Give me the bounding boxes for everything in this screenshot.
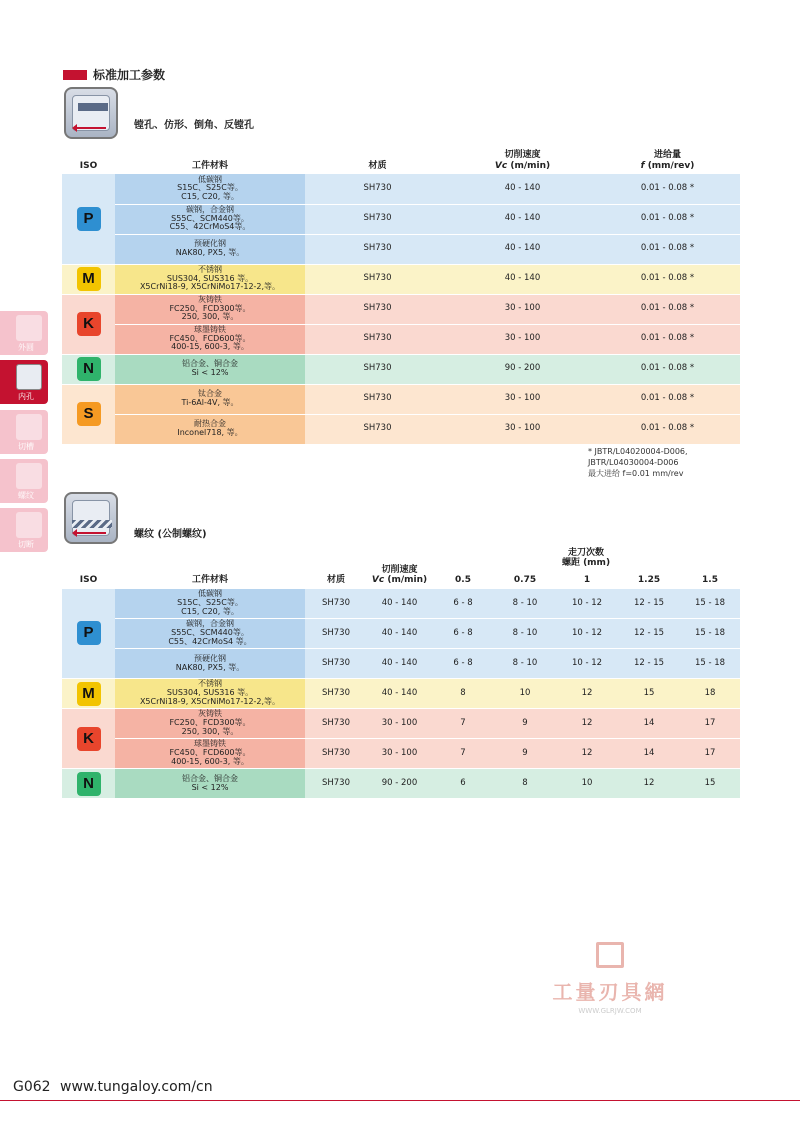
section-heading bbox=[63, 66, 165, 83]
passes-cell: 10 bbox=[494, 679, 556, 709]
side-tab-label: 外圆 bbox=[18, 343, 34, 352]
grade-cell: SH730 bbox=[305, 294, 450, 324]
footer-website-link[interactable]: www.tungaloy.com/cn bbox=[60, 1079, 213, 1095]
side-tab[interactable] bbox=[0, 459, 48, 503]
pitch-header: 0.5 bbox=[455, 575, 471, 586]
threading-operation-label: 螺纹 (公制螺纹) bbox=[134, 529, 207, 540]
iso-badge-k: K bbox=[77, 312, 101, 336]
iso-cell bbox=[62, 709, 115, 769]
cutting-speed-cell: 40 - 140 bbox=[450, 264, 595, 294]
material-cell: 球墨铸铁 FC450、FCD600等。 400-15, 600-3, 等。 bbox=[115, 739, 305, 769]
material-cell: 灰铸铁 FC250、FCD300等。 250, 300, 等。 bbox=[115, 709, 305, 739]
cutting-speed-title: 切削速度 bbox=[504, 150, 541, 161]
material-cell: 灰铸铁 FC250、FCD300等。 250, 300, 等。 bbox=[115, 294, 305, 324]
col-header-cutting-speed bbox=[367, 548, 432, 589]
material-cell: 耐热合金 Inconel718, 等。 bbox=[115, 414, 305, 444]
passes-cell: 8 bbox=[494, 769, 556, 799]
col-header-material: 工件材料 bbox=[191, 575, 228, 586]
feed-cell: 0.01 - 0.08 * bbox=[595, 174, 740, 204]
passes-cell: 15 bbox=[680, 769, 740, 799]
section-marker bbox=[63, 70, 87, 80]
passes-cell: 6 bbox=[432, 769, 494, 799]
feed-symbol: f bbox=[640, 160, 645, 171]
cutting-speed-cell: 30 - 100 bbox=[450, 414, 595, 444]
table-row bbox=[62, 679, 740, 709]
passes-cell: 15 bbox=[618, 679, 680, 709]
threading-operation-icon bbox=[64, 492, 118, 544]
watermark-text: 工量刃具網 bbox=[552, 980, 668, 1004]
passes-cell: 15 - 18 bbox=[680, 619, 740, 649]
material-cell: 不锈钢 SUS304, SUS316 等。 X5CrNi18-9, X5CrNiMo17-12-2,等。 bbox=[115, 679, 305, 709]
iso-cell bbox=[62, 589, 115, 679]
passes-cell: 14 bbox=[618, 739, 680, 769]
passes-cell: 6 - 8 bbox=[432, 649, 494, 679]
iso-badge-n: N bbox=[77, 357, 101, 381]
table-row bbox=[62, 294, 740, 324]
passes-cell: 14 bbox=[618, 709, 680, 739]
passes-cell: 12 bbox=[618, 769, 680, 799]
cutting-speed-symbol: Vc bbox=[371, 575, 385, 586]
cutting-speed-cell: 40 - 140 bbox=[450, 174, 595, 204]
passes-cell: 8 bbox=[432, 679, 494, 709]
side-tab-label: 切槽 bbox=[18, 442, 34, 451]
table-row bbox=[62, 234, 740, 264]
passes-cell: 15 - 18 bbox=[680, 649, 740, 679]
side-tab[interactable] bbox=[0, 360, 48, 404]
grade-cell: SH730 bbox=[305, 264, 450, 294]
table-row bbox=[62, 739, 740, 769]
iso-badge-m: M bbox=[77, 682, 101, 706]
passes-cell: 10 - 12 bbox=[556, 649, 618, 679]
table-row bbox=[62, 414, 740, 444]
feed-cell: 0.01 - 0.08 * bbox=[595, 354, 740, 384]
grade-cell: SH730 bbox=[305, 324, 450, 354]
cutting-speed-symbol: Vc bbox=[494, 160, 508, 171]
iso-badge-n: N bbox=[77, 772, 101, 796]
table-row bbox=[62, 619, 740, 649]
passes-cell: 17 bbox=[680, 709, 740, 739]
passes-cell: 7 bbox=[432, 739, 494, 769]
passes-cell: 12 - 15 bbox=[618, 619, 680, 649]
pitch-header: 1.25 bbox=[637, 575, 661, 586]
col-header-material: 工件材料 bbox=[191, 160, 228, 171]
boring-operation-icon bbox=[64, 87, 118, 139]
passes-cell: 12 bbox=[556, 739, 618, 769]
col-header-grade: 材质 bbox=[368, 160, 387, 171]
feed-cell: 0.01 - 0.08 * bbox=[595, 264, 740, 294]
table-row bbox=[62, 384, 740, 414]
table-row bbox=[62, 204, 740, 234]
footer-divider bbox=[0, 1100, 800, 1101]
side-tab-thumbnail-icon bbox=[16, 414, 42, 440]
grade-cell: SH730 bbox=[305, 709, 367, 739]
table-row bbox=[62, 174, 740, 204]
passes-cell: 17 bbox=[680, 739, 740, 769]
table-row bbox=[62, 649, 740, 679]
iso-badge-m: M bbox=[77, 267, 101, 291]
cutting-speed-title: 切削速度 bbox=[381, 565, 418, 575]
grade-cell: SH730 bbox=[305, 739, 367, 769]
watermark-logo bbox=[596, 942, 624, 968]
passes-cell: 12 bbox=[556, 679, 618, 709]
grade-cell: SH730 bbox=[305, 204, 450, 234]
cutting-speed-cell: 30 - 100 bbox=[450, 384, 595, 414]
passes-cell: 15 - 18 bbox=[680, 589, 740, 619]
col-header-grade: 材质 bbox=[326, 575, 345, 586]
material-cell: 低碳钢 S15C、S25C等。 C15, C20, 等。 bbox=[115, 174, 305, 204]
iso-badge-p: P bbox=[77, 207, 101, 231]
passes-cell: 9 bbox=[494, 739, 556, 769]
material-cell: 球墨铸铁 FC450、FCD600等。 400-15, 600-3, 等。 bbox=[115, 324, 305, 354]
side-tab-label: 螺纹 bbox=[18, 491, 34, 500]
grade-cell: SH730 bbox=[305, 174, 450, 204]
cutting-speed-unit: (m/min) bbox=[387, 575, 428, 586]
passes-cell: 8 - 10 bbox=[494, 589, 556, 619]
side-tab-thumbnail-icon bbox=[16, 364, 42, 390]
side-tab-label: 内孔 bbox=[18, 392, 34, 401]
iso-cell bbox=[62, 354, 115, 384]
material-cell: 碳钢，合金钢 S55C、SCM440等。 C55、42CrMoS4等。 bbox=[115, 204, 305, 234]
side-tab-thumbnail-icon bbox=[16, 315, 42, 341]
grade-cell: SH730 bbox=[305, 619, 367, 649]
passes-cell: 12 - 15 bbox=[618, 589, 680, 619]
table-row bbox=[62, 264, 740, 294]
material-cell: 铝合金、铜合金 Si < 12% bbox=[115, 769, 305, 799]
cutting-speed-cell: 40 - 140 bbox=[367, 649, 432, 679]
iso-cell bbox=[62, 264, 115, 294]
side-tab-thumbnail-icon bbox=[16, 463, 42, 489]
col-header-cutting-speed bbox=[450, 144, 595, 174]
col-header-iso: ISO bbox=[79, 160, 98, 171]
iso-badge-p: P bbox=[77, 621, 101, 645]
pitch-header: 1.5 bbox=[702, 575, 718, 586]
grade-cell: SH730 bbox=[305, 234, 450, 264]
grade-cell: SH730 bbox=[305, 769, 367, 799]
col-header-passes bbox=[432, 548, 740, 569]
passes-cell: 10 bbox=[556, 769, 618, 799]
col-header-feed bbox=[595, 144, 740, 174]
feed-cell: 0.01 - 0.08 * bbox=[595, 234, 740, 264]
iso-cell bbox=[62, 384, 115, 444]
iso-cell bbox=[62, 769, 115, 799]
iso-cell bbox=[62, 174, 115, 264]
side-tab-label: 切断 bbox=[18, 540, 34, 549]
boring-parameters-table bbox=[62, 144, 740, 445]
threading-parameters-table bbox=[62, 548, 740, 799]
grade-cell: SH730 bbox=[305, 414, 450, 444]
material-cell: 铝合金、铜合金 Si < 12% bbox=[115, 354, 305, 384]
grade-cell: SH730 bbox=[305, 679, 367, 709]
passes-title: 走刀次数 bbox=[567, 548, 604, 558]
pitch-header: 1 bbox=[583, 575, 591, 586]
cutting-speed-unit: (m/min) bbox=[510, 160, 551, 171]
section-title: 标准加工参数 bbox=[93, 68, 166, 82]
table-row bbox=[62, 769, 740, 799]
grade-cell: SH730 bbox=[305, 384, 450, 414]
boring-footnote: * JBTR/L04020004-D006, JBTR/L04030004-D006 最大进给 f=0.01 mm/rev bbox=[588, 447, 688, 478]
iso-cell bbox=[62, 679, 115, 709]
table-row bbox=[62, 324, 740, 354]
cutting-speed-cell: 30 - 100 bbox=[367, 709, 432, 739]
material-cell: 不锈钢 SUS304, SUS316 等。 X5CrNi18-9, X5CrNiMo17-12-2,等。 bbox=[115, 264, 305, 294]
material-cell: 碳钢，合金钢 S55C、SCM440等。 C55、42CrMoS4 等。 bbox=[115, 619, 305, 649]
feed-unit: (mm/rev) bbox=[647, 160, 695, 171]
feed-cell: 0.01 - 0.08 * bbox=[595, 204, 740, 234]
passes-cell: 12 bbox=[556, 709, 618, 739]
grade-cell: SH730 bbox=[305, 649, 367, 679]
material-cell: 低碳钢 S15C、S25C等。 C15, C20, 等。 bbox=[115, 589, 305, 619]
iso-cell bbox=[62, 294, 115, 354]
table-row bbox=[62, 709, 740, 739]
side-tab-thumbnail-icon bbox=[16, 512, 42, 538]
side-tab[interactable] bbox=[0, 508, 48, 552]
material-cell: 预硬化钢 NAK80, PX5, 等。 bbox=[115, 649, 305, 679]
cutting-speed-cell: 30 - 100 bbox=[450, 324, 595, 354]
cutting-speed-cell: 40 - 140 bbox=[450, 204, 595, 234]
passes-cell: 8 - 10 bbox=[494, 619, 556, 649]
material-cell: 预硬化钢 NAK80, PX5, 等。 bbox=[115, 234, 305, 264]
grade-cell: SH730 bbox=[305, 354, 450, 384]
passes-cell: 10 - 12 bbox=[556, 619, 618, 649]
cutting-speed-cell: 40 - 140 bbox=[367, 589, 432, 619]
passes-cell: 18 bbox=[680, 679, 740, 709]
feed-cell: 0.01 - 0.08 * bbox=[595, 294, 740, 324]
material-cell: 钛合金 Ti-6Al-4V, 等。 bbox=[115, 384, 305, 414]
feed-cell: 0.01 - 0.08 * bbox=[595, 324, 740, 354]
iso-badge-s: S bbox=[77, 402, 101, 426]
passes-cell: 12 - 15 bbox=[618, 649, 680, 679]
cutting-speed-cell: 40 - 140 bbox=[367, 619, 432, 649]
table-row bbox=[62, 589, 740, 619]
passes-cell: 6 - 8 bbox=[432, 619, 494, 649]
table-row bbox=[62, 354, 740, 384]
feed-title: 进给量 bbox=[653, 150, 681, 161]
passes-cell: 8 - 10 bbox=[494, 649, 556, 679]
feed-cell: 0.01 - 0.08 * bbox=[595, 384, 740, 414]
side-tab[interactable] bbox=[0, 311, 48, 355]
iso-badge-k: K bbox=[77, 727, 101, 751]
pitch-title: 螺距 (mm) bbox=[561, 558, 611, 569]
col-header-iso: ISO bbox=[79, 575, 98, 586]
grade-cell: SH730 bbox=[305, 589, 367, 619]
passes-cell: 7 bbox=[432, 709, 494, 739]
cutting-speed-cell: 90 - 200 bbox=[450, 354, 595, 384]
watermark bbox=[540, 942, 680, 1015]
cutting-speed-cell: 90 - 200 bbox=[367, 769, 432, 799]
passes-cell: 10 - 12 bbox=[556, 589, 618, 619]
passes-cell: 6 - 8 bbox=[432, 589, 494, 619]
cutting-speed-cell: 40 - 140 bbox=[367, 679, 432, 709]
cutting-speed-cell: 30 - 100 bbox=[450, 294, 595, 324]
boring-operation-label: 镗孔、仿形、倒角、反镗孔 bbox=[134, 120, 254, 131]
cutting-speed-cell: 30 - 100 bbox=[367, 739, 432, 769]
pitch-header: 0.75 bbox=[513, 575, 537, 586]
side-tab[interactable] bbox=[0, 410, 48, 454]
watermark-url: WWW.GLRJW.COM bbox=[578, 1007, 642, 1015]
cutting-speed-cell: 40 - 140 bbox=[450, 234, 595, 264]
page-number: G062 bbox=[13, 1079, 51, 1095]
passes-cell: 9 bbox=[494, 709, 556, 739]
feed-cell: 0.01 - 0.08 * bbox=[595, 414, 740, 444]
